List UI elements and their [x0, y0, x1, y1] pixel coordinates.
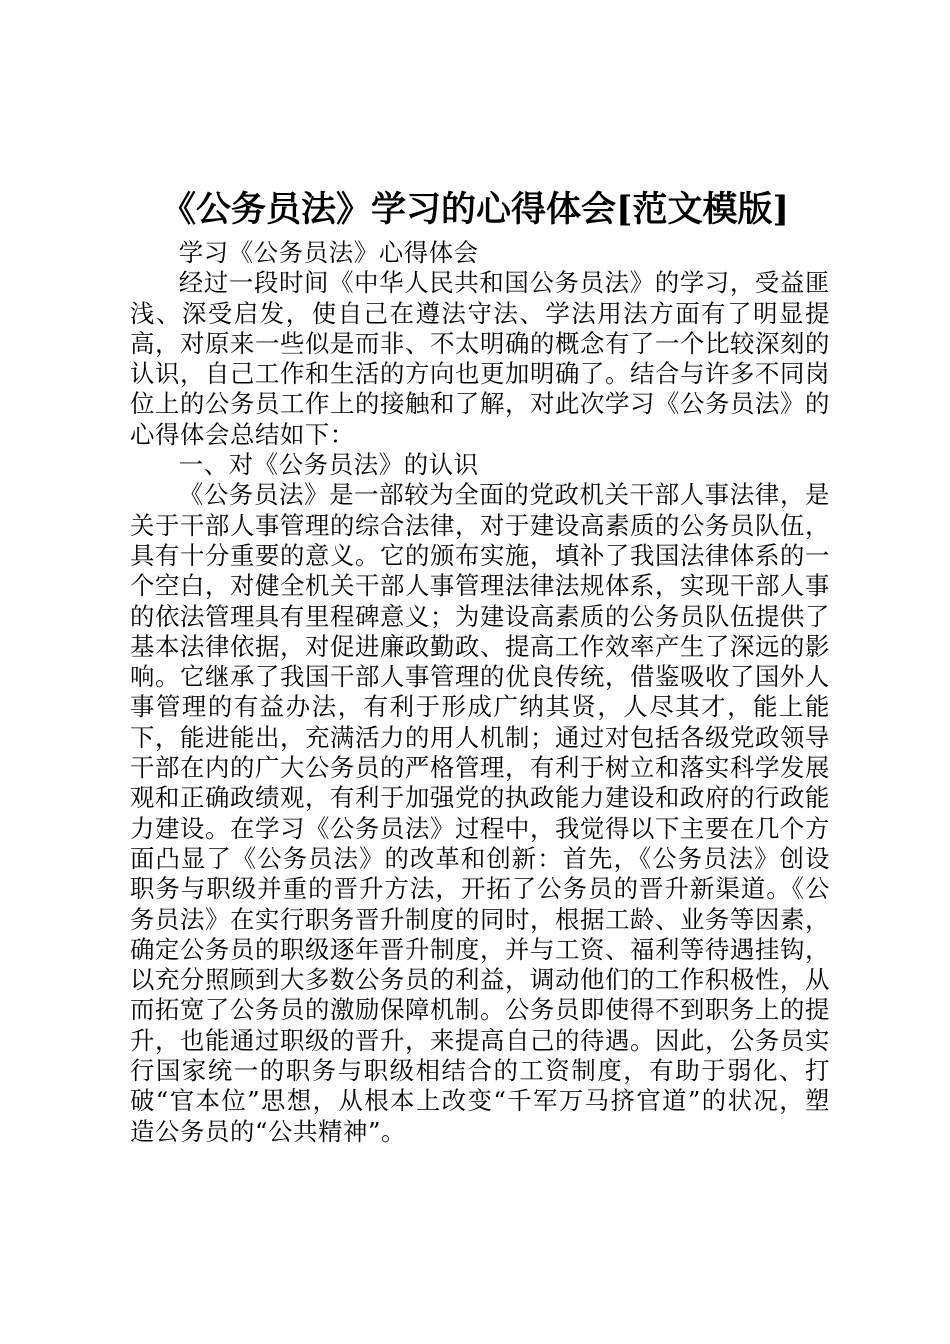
paragraph-main: 《公务员法》是一部较为全面的党政机关干部人事法律，是关于干部人事管理的综合法律，对于建设高素质的公务员队伍，具有十分重要的意义。它的颁布实施，填补了我国法律体系的一个空白，对健全机关干部人事管理法律法规体系，实现干部人事的依法管理具有里程碑意义；为建设高素质的公务员队伍提供了基本法律依据，对促进廉政勤政、提高工作效率产生了深远的影响。它继承了我国干部人事管理的优良传统，借鉴吸收了国外人事管理的有益办法，有利于形成广纳其贤，人尽其才，能上能下，能进能出，充满活力的用人机制；通过对包括各级党政领导干部在内的广大公务员的严格管理，有利于树立和落实科学发展观和正确政绩观，有利于加强党的执政能力建设和政府的行政能力建设。在学习《公务员法》过程中，我觉得以下主要在几个方面凸显了《公务员法》的改革和创新：首先，《公务员法》创设职务与职级并重的晋升方法，开拓了公务员的晋升新渠道。《公务员法》在实行职务晋升制度的同时，根据工龄、业务等因素，确定公务员的职级逐年晋升制度，并与工资、福利等待遇挂钩，以充分照顾到大多数公务员的利益，调动他们的工作积极性，从而拓宽了公务员的激励保障机制。公务员即使得不到职务上的提升，也能通过职级的晋升，来提高自己的待遇。因此，公务员实行国家统一的职务与职级相结合的工资制度，有助于弱化、打破“官本位”思想，从根本上改变“千军万马挤官道”的状况，塑造公务员的“公共精神”。	[130, 480, 830, 1146]
paragraph-subtitle: 学习《公务员法》心得体会	[178, 238, 479, 267]
paragraph-intro: 经过一段时间《中华人民共和国公务员法》的学习，受益匪浅、深受启发，使自己在遵法守法、学法用法方面有了明显提高，对原来一些似是而非、不太明确的概念有了一个比较深刻的认识，自己工作和生活的方向也更加明确了。结合与许多不同岗位上的公务员工作上的接触和了解，对此次学习《公务员法》的心得体会总结如下：	[130, 268, 830, 449]
document-body	[130, 238, 830, 1147]
paragraph-section-heading: 一、对《公务员法》的认识	[178, 450, 479, 480]
document-title: 《公务员法》学习的心得体会[范文模版]	[160, 189, 790, 230]
